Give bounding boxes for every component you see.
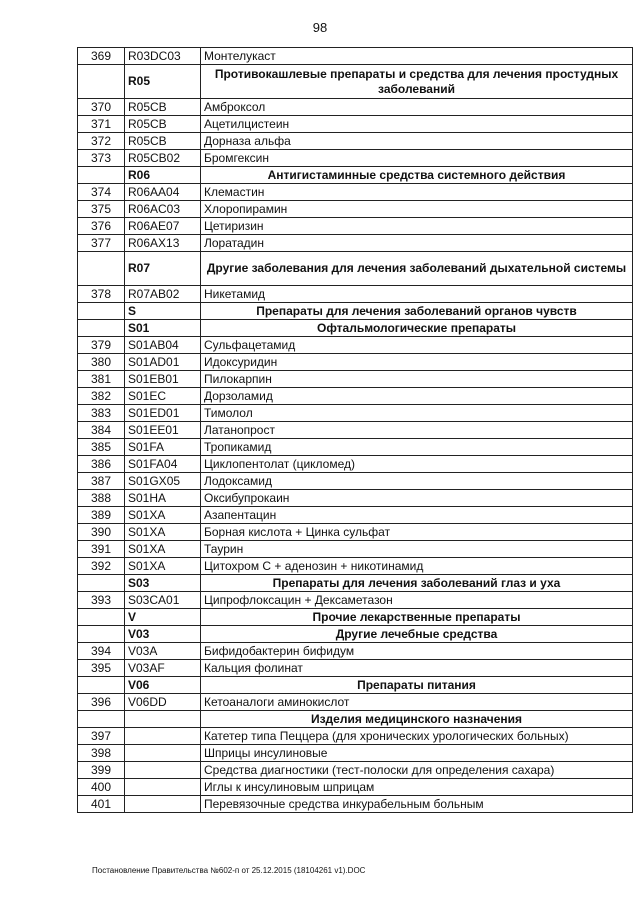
- table-row: [78, 524, 633, 541]
- drug-name-cell: Офтальмологические препараты: [201, 320, 633, 337]
- atc-code-cell: R06AE07: [125, 218, 201, 235]
- table-row: [78, 354, 633, 371]
- row-number-cell: [78, 252, 125, 286]
- row-number-cell: 398: [78, 745, 125, 762]
- drug-name-cell: Таурин: [201, 541, 633, 558]
- row-number-cell: 371: [78, 116, 125, 133]
- row-number-cell: 389: [78, 507, 125, 524]
- table-row: [78, 320, 633, 337]
- table-row: [78, 116, 633, 133]
- drug-name-cell: Иглы к инсулиновым шприцам: [201, 779, 633, 796]
- row-number-cell: 390: [78, 524, 125, 541]
- row-number-cell: 377: [78, 235, 125, 252]
- atc-code-cell: [125, 779, 201, 796]
- table-row: [78, 218, 633, 235]
- row-number-cell: [78, 167, 125, 184]
- drug-name-cell: Кальция фолинат: [201, 660, 633, 677]
- atc-code-cell: R06AA04: [125, 184, 201, 201]
- drug-name-cell: Азапентацин: [201, 507, 633, 524]
- atc-code-cell: S03CA01: [125, 592, 201, 609]
- table-row: [78, 677, 633, 694]
- table-row: [78, 473, 633, 490]
- atc-code-cell: S01FA: [125, 439, 201, 456]
- row-number-cell: 384: [78, 422, 125, 439]
- atc-code-cell: R07AB02: [125, 286, 201, 303]
- table-row: [78, 592, 633, 609]
- drug-name-cell: Катетер типа Пеццера (для хронических урологических больных): [201, 728, 633, 745]
- atc-code-cell: [125, 762, 201, 779]
- row-number-cell: [78, 711, 125, 728]
- table-row: [78, 371, 633, 388]
- atc-code-cell: S01EC: [125, 388, 201, 405]
- table-row: [78, 235, 633, 252]
- table-row: [78, 762, 633, 779]
- row-number-cell: [78, 320, 125, 337]
- row-number-cell: 370: [78, 99, 125, 116]
- drug-name-cell: Дорзоламид: [201, 388, 633, 405]
- drug-name-cell: Монтелукаст: [201, 48, 633, 65]
- table-row: [78, 150, 633, 167]
- atc-code-cell: [125, 796, 201, 813]
- drug-name-cell: Дорназа альфа: [201, 133, 633, 150]
- drug-name-cell: Клемастин: [201, 184, 633, 201]
- row-number-cell: 400: [78, 779, 125, 796]
- atc-code-cell: S01XA: [125, 541, 201, 558]
- row-number-cell: 399: [78, 762, 125, 779]
- row-number-cell: [78, 677, 125, 694]
- row-number-cell: 393: [78, 592, 125, 609]
- table-row: [78, 133, 633, 150]
- atc-code-cell: S01GX05: [125, 473, 201, 490]
- drug-name-cell: Цетиризин: [201, 218, 633, 235]
- atc-code-cell: S01EB01: [125, 371, 201, 388]
- atc-code-cell: V03: [125, 626, 201, 643]
- table-row: [78, 48, 633, 65]
- drug-name-cell: Другие лечебные средства: [201, 626, 633, 643]
- atc-code-cell: R05CB: [125, 133, 201, 150]
- drug-name-cell: Борная кислота + Цинка сульфат: [201, 524, 633, 541]
- atc-code-cell: S01HA: [125, 490, 201, 507]
- drug-name-cell: Препараты для лечения заболеваний глаз и уха: [201, 575, 633, 592]
- row-number-cell: 392: [78, 558, 125, 575]
- table-row: [78, 745, 633, 762]
- row-number-cell: [78, 609, 125, 626]
- drug-name-cell: Цитохром С + аденозин + никотинамид: [201, 558, 633, 575]
- row-number-cell: 387: [78, 473, 125, 490]
- drug-name-cell: Хлоропирамин: [201, 201, 633, 218]
- table-row: [78, 456, 633, 473]
- table-row: [78, 558, 633, 575]
- table-row: [78, 286, 633, 303]
- drug-name-cell: Препараты для лечения заболеваний органов чувств: [201, 303, 633, 320]
- atc-code-cell: V: [125, 609, 201, 626]
- row-number-cell: 401: [78, 796, 125, 813]
- row-number-cell: 372: [78, 133, 125, 150]
- atc-code-cell: S01XA: [125, 524, 201, 541]
- table-row: [78, 439, 633, 456]
- atc-code-cell: R05CB: [125, 99, 201, 116]
- row-number-cell: 376: [78, 218, 125, 235]
- drug-name-cell: Пилокарпин: [201, 371, 633, 388]
- table-row: [78, 541, 633, 558]
- row-number-cell: 375: [78, 201, 125, 218]
- atc-code-cell: R07: [125, 252, 201, 286]
- atc-code-cell: S01EE01: [125, 422, 201, 439]
- atc-code-cell: [125, 728, 201, 745]
- row-number-cell: 391: [78, 541, 125, 558]
- page-number: 98: [312, 20, 328, 35]
- table-row: [78, 609, 633, 626]
- row-number-cell: 397: [78, 728, 125, 745]
- drug-name-cell: Ацетилцистеин: [201, 116, 633, 133]
- table-row: [78, 643, 633, 660]
- table-row: [78, 660, 633, 677]
- table-row: [78, 337, 633, 354]
- atc-code-cell: R05CB: [125, 116, 201, 133]
- row-number-cell: 382: [78, 388, 125, 405]
- atc-code-cell: [125, 745, 201, 762]
- row-number-cell: 383: [78, 405, 125, 422]
- row-number-cell: 388: [78, 490, 125, 507]
- drug-name-cell: Никетамид: [201, 286, 633, 303]
- drug-list-body: [78, 48, 633, 813]
- table-row: [78, 201, 633, 218]
- atc-code-cell: S01ED01: [125, 405, 201, 422]
- row-number-cell: 380: [78, 354, 125, 371]
- atc-code-cell: S01XA: [125, 558, 201, 575]
- drug-name-cell: Шприцы инсулиновые: [201, 745, 633, 762]
- atc-code-cell: S01FA04: [125, 456, 201, 473]
- row-number-cell: [78, 303, 125, 320]
- atc-code-cell: S: [125, 303, 201, 320]
- atc-code-cell: V03AF: [125, 660, 201, 677]
- atc-code-cell: R06AC03: [125, 201, 201, 218]
- table-row: [78, 507, 633, 524]
- table-row: [78, 490, 633, 507]
- drug-name-cell: Кетоаналоги аминокислот: [201, 694, 633, 711]
- row-number-cell: 369: [78, 48, 125, 65]
- drug-name-cell: Циклопентолат (цикломед): [201, 456, 633, 473]
- drug-name-cell: Антигистаминные средства системного действия: [201, 167, 633, 184]
- atc-code-cell: S01XA: [125, 507, 201, 524]
- drug-name-cell: Оксибупрокаин: [201, 490, 633, 507]
- table-row: [78, 711, 633, 728]
- drug-name-cell: Ципрофлоксацин + Дексаметазон: [201, 592, 633, 609]
- table-row: [78, 303, 633, 320]
- row-number-cell: 373: [78, 150, 125, 167]
- drug-name-cell: Идоксуридин: [201, 354, 633, 371]
- document-footer: Постановление Правительства №602-п от 25.12.2015 (18104261 v1).DOC: [92, 866, 366, 875]
- table-row: [78, 728, 633, 745]
- row-number-cell: 386: [78, 456, 125, 473]
- atc-code-cell: V06DD: [125, 694, 201, 711]
- drug-name-cell: Тропикамид: [201, 439, 633, 456]
- drug-name-cell: Средства диагностики (тест-полоски для определения сахара): [201, 762, 633, 779]
- table-row: [78, 796, 633, 813]
- atc-code-cell: R06: [125, 167, 201, 184]
- atc-code-cell: S01AB04: [125, 337, 201, 354]
- drug-name-cell: Противокашлевые препараты и средства для лечения простудных заболеваний: [201, 65, 633, 99]
- drug-name-cell: Лодоксамид: [201, 473, 633, 490]
- atc-code-cell: [125, 711, 201, 728]
- atc-code-cell: S01: [125, 320, 201, 337]
- drug-name-cell: Изделия медицинского назначения: [201, 711, 633, 728]
- drug-name-cell: Лоратадин: [201, 235, 633, 252]
- drug-list-table: [77, 47, 633, 813]
- drug-name-cell: Сульфацетамид: [201, 337, 633, 354]
- atc-code-cell: V03A: [125, 643, 201, 660]
- atc-code-cell: R06AX13: [125, 235, 201, 252]
- row-number-cell: [78, 65, 125, 99]
- atc-code-cell: R05CB02: [125, 150, 201, 167]
- row-number-cell: 378: [78, 286, 125, 303]
- drug-name-cell: Бромгексин: [201, 150, 633, 167]
- atc-code-cell: R03DC03: [125, 48, 201, 65]
- drug-name-cell: Другие заболевания для лечения заболеваний дыхательной системы: [201, 252, 633, 286]
- table-row: [78, 575, 633, 592]
- table-row: [78, 167, 633, 184]
- drug-name-cell: Прочие лекарственные препараты: [201, 609, 633, 626]
- row-number-cell: 385: [78, 439, 125, 456]
- row-number-cell: 396: [78, 694, 125, 711]
- drug-name-cell: Бифидобактерин бифидум: [201, 643, 633, 660]
- table-row: [78, 65, 633, 99]
- drug-name-cell: Препараты питания: [201, 677, 633, 694]
- table-row: [78, 626, 633, 643]
- table-row: [78, 388, 633, 405]
- atc-code-cell: S01AD01: [125, 354, 201, 371]
- atc-code-cell: R05: [125, 65, 201, 99]
- table-row: [78, 779, 633, 796]
- row-number-cell: [78, 575, 125, 592]
- row-number-cell: 381: [78, 371, 125, 388]
- table-row: [78, 252, 633, 286]
- table-row: [78, 184, 633, 201]
- row-number-cell: 374: [78, 184, 125, 201]
- drug-name-cell: Амброксол: [201, 99, 633, 116]
- atc-code-cell: V06: [125, 677, 201, 694]
- table-row: [78, 694, 633, 711]
- table-row: [78, 405, 633, 422]
- table-row: [78, 99, 633, 116]
- drug-name-cell: Латанопрост: [201, 422, 633, 439]
- table-row: [78, 422, 633, 439]
- row-number-cell: 394: [78, 643, 125, 660]
- drug-name-cell: Тимолол: [201, 405, 633, 422]
- row-number-cell: 379: [78, 337, 125, 354]
- drug-name-cell: Перевязочные средства инкурабельным больным: [201, 796, 633, 813]
- atc-code-cell: S03: [125, 575, 201, 592]
- row-number-cell: 395: [78, 660, 125, 677]
- row-number-cell: [78, 626, 125, 643]
